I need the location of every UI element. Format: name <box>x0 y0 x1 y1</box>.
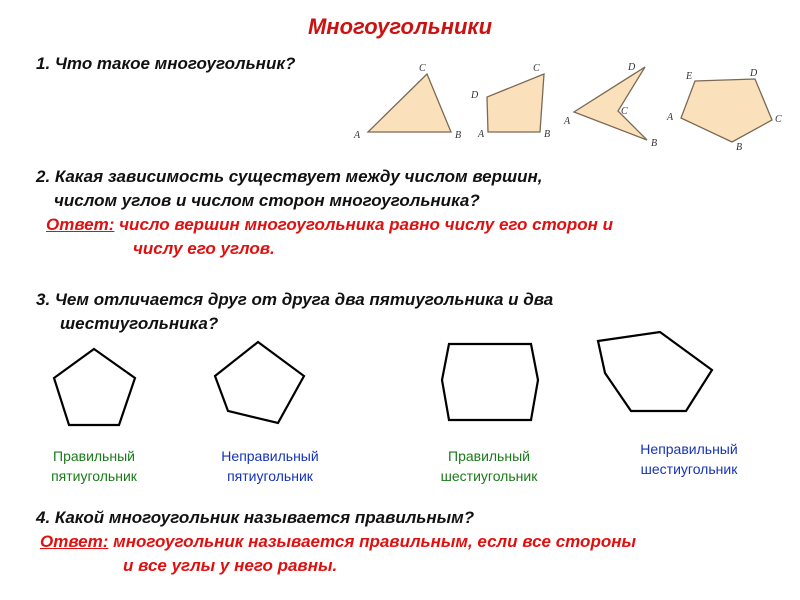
answer-4-line-2: и все углы у него равны. <box>123 556 338 575</box>
irregular-pentagon-shape <box>215 342 304 423</box>
vertex-label: D <box>628 62 636 73</box>
vertex-label: D <box>750 68 758 79</box>
page-title: Многоугольники <box>307 14 493 39</box>
caption-line: Правильный <box>53 448 135 464</box>
question-2-line-2: числом углов и числом сторон многоугольника? <box>54 191 480 210</box>
concave-quadrilateral-figure <box>563 62 657 149</box>
answer-label: Ответ: <box>46 215 115 234</box>
pentagon-figure <box>666 68 782 153</box>
caption-line: Неправильный <box>221 448 319 464</box>
vertex-label: A <box>667 112 674 123</box>
figures-row <box>0 0 800 160</box>
vertex-label: E <box>686 71 693 82</box>
caption-regular-pentagon <box>14 446 174 486</box>
answer-2-line-2: числу его углов. <box>133 239 275 258</box>
caption-line: пятиугольник <box>227 468 313 484</box>
quadrilateral-figure <box>470 63 550 140</box>
answer-4-line-1 <box>40 530 636 554</box>
vertex-label: B <box>651 138 658 149</box>
shapes-row <box>0 325 800 435</box>
vertex-label: A <box>354 130 361 141</box>
question-3-line-2: шестиугольника? <box>60 314 219 333</box>
vertex-label: B <box>455 130 462 141</box>
vertex-label: A <box>564 116 571 127</box>
triangle-figure <box>353 63 461 141</box>
regular-pentagon-shape <box>54 349 135 425</box>
caption-irregular-hexagon <box>609 439 769 479</box>
question-2-line-1: 2. Какая зависимость существует между числом вершин, <box>36 167 543 186</box>
irregular-hexagon-shape <box>598 332 712 411</box>
answer-2-line-1 <box>46 213 613 237</box>
regular-hexagon-shape <box>442 344 538 420</box>
vertex-label: B <box>544 129 551 140</box>
answer-text: число вершин многоугольника равно числу его сторон и <box>114 215 614 234</box>
question-4: 4. Какой многоугольник называется правильным? <box>36 508 475 527</box>
question-3-line-1: 3. Чем отличается друг от друга два пятиугольника и два <box>36 290 554 309</box>
answer-text: многоугольник называется правильным, если все стороны <box>108 532 636 551</box>
vertex-label: A <box>478 129 485 140</box>
caption-line: пятиугольник <box>51 468 137 484</box>
caption-irregular-pentagon <box>190 446 350 486</box>
caption-regular-hexagon <box>409 446 569 486</box>
answer-label: Ответ: <box>40 532 109 551</box>
caption-line: Правильный <box>448 448 530 464</box>
vertex-label: B <box>736 142 743 153</box>
vertex-label: C <box>419 63 426 74</box>
vertex-label: D <box>471 90 479 101</box>
vertex-label: C <box>533 63 540 74</box>
caption-line: шестиугольник <box>640 461 738 477</box>
caption-line: Неправильный <box>640 441 738 457</box>
question-1: 1. Что такое многоугольник? <box>36 54 296 73</box>
vertex-label: C <box>775 114 782 125</box>
vertex-label: C <box>621 106 628 117</box>
caption-line: шестиугольник <box>440 468 538 484</box>
